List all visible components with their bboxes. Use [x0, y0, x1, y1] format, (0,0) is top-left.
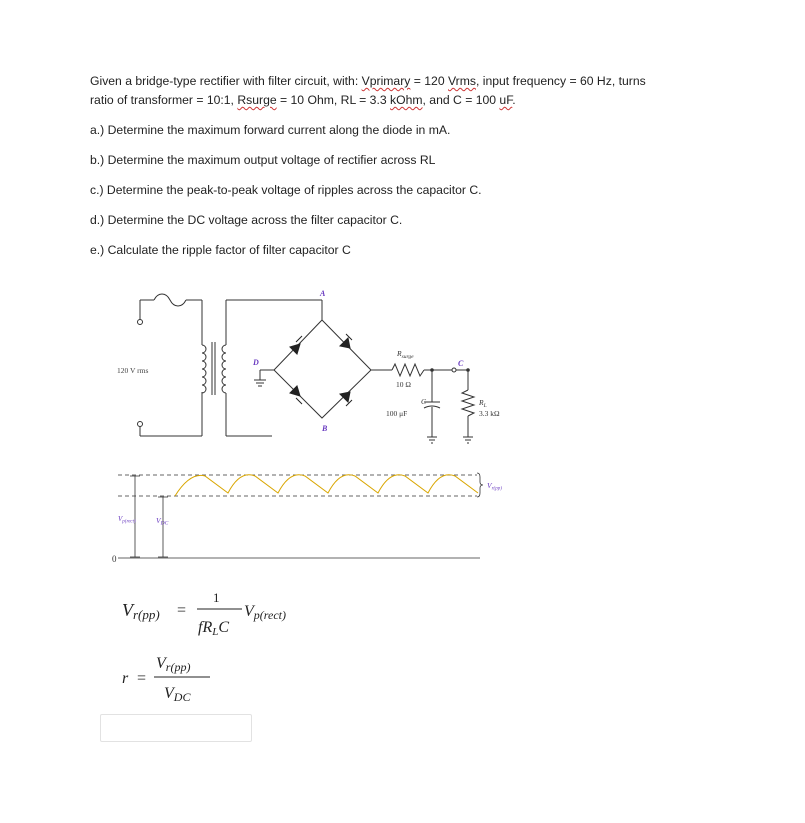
- formula2-lhs: r: [122, 670, 129, 687]
- rl-value: 3.3 kΩ: [479, 409, 500, 418]
- formula2-equals: =: [137, 670, 147, 687]
- ripple-label: [487, 481, 502, 492]
- question-d: d.) Determine the DC voltage across the filter capacitor C.: [90, 213, 403, 227]
- text: V: [122, 600, 133, 620]
- formula1-denominator: [198, 619, 229, 638]
- node-a-label: A: [320, 289, 326, 298]
- node-c-label: C: [458, 359, 464, 368]
- node-d-label: D: [253, 358, 259, 367]
- answer-input-box[interactable]: [100, 714, 252, 742]
- cap-value: 100 μF: [386, 409, 408, 418]
- text: Vrms: [448, 74, 476, 88]
- text: , input frequency = 60 Hz, turns: [475, 74, 646, 88]
- text: r(pp): [133, 607, 160, 622]
- text: r(pp): [165, 660, 191, 674]
- zero-label: 0: [112, 554, 117, 564]
- ripple-formulas: [0, 580, 805, 710]
- text: V: [156, 516, 161, 525]
- formula1-rhs: [244, 603, 286, 622]
- formula2-denominator: [164, 685, 191, 704]
- circuit-diagram: [0, 280, 805, 450]
- text: V: [244, 603, 254, 620]
- text: .: [512, 93, 516, 107]
- rsurge-value: 10 Ω: [396, 380, 411, 389]
- text: V: [164, 685, 174, 702]
- text: p(rect): [253, 608, 286, 622]
- text: = 10 Ohm, RL = 3.3: [276, 93, 390, 107]
- question-c: c.) Determine the peak-to-peak voltage of ripples across the capacitor C.: [90, 183, 482, 197]
- text: V: [487, 481, 492, 490]
- text: Given a bridge-type rectifier with filter circuit, with:: [90, 74, 362, 88]
- formula2-numerator: [156, 655, 190, 674]
- problem-line-1: [90, 72, 646, 91]
- text: uF: [499, 93, 513, 107]
- ripple-waveform: [0, 460, 805, 570]
- source-label: 120 V rms: [117, 366, 149, 375]
- text: ratio of transformer = 10:1,: [90, 93, 238, 107]
- cap-label: C: [421, 397, 427, 406]
- text: p(rect): [122, 519, 136, 525]
- text: V: [118, 515, 123, 523]
- text: R: [397, 349, 402, 358]
- vpeak-label: [118, 515, 136, 525]
- text: , and C = 100: [422, 93, 500, 107]
- formula1-equals: =: [177, 602, 187, 619]
- ripple-trace: [175, 475, 478, 496]
- text: r(pp): [491, 486, 502, 492]
- formula1-lhs: [122, 600, 160, 622]
- text: R: [479, 398, 484, 407]
- problem-line-2: [90, 91, 516, 110]
- text: L: [212, 626, 219, 638]
- text: fR: [198, 619, 213, 636]
- text: DC: [160, 520, 169, 527]
- text: Vprimary: [361, 74, 411, 88]
- text: = 120: [410, 74, 448, 88]
- text: DC: [173, 690, 191, 704]
- rsurge-label: [396, 349, 414, 360]
- text: L: [483, 403, 487, 409]
- text: kOhm: [390, 93, 423, 107]
- question-e: e.) Calculate the ripple factor of filter capacitor C: [90, 243, 351, 257]
- formula1-numerator: 1: [213, 590, 220, 605]
- text: Rsurge: [237, 93, 277, 107]
- text: surge: [401, 354, 414, 360]
- text: V: [156, 655, 166, 672]
- question-b: b.) Determine the maximum output voltage of rectifier across RL: [90, 153, 436, 167]
- rl-label: [478, 398, 487, 409]
- question-a: a.) Determine the maximum forward current along the diode in mA.: [90, 123, 451, 137]
- node-b-label: B: [322, 424, 328, 433]
- vdc-label: [156, 516, 169, 527]
- text: C: [218, 619, 230, 636]
